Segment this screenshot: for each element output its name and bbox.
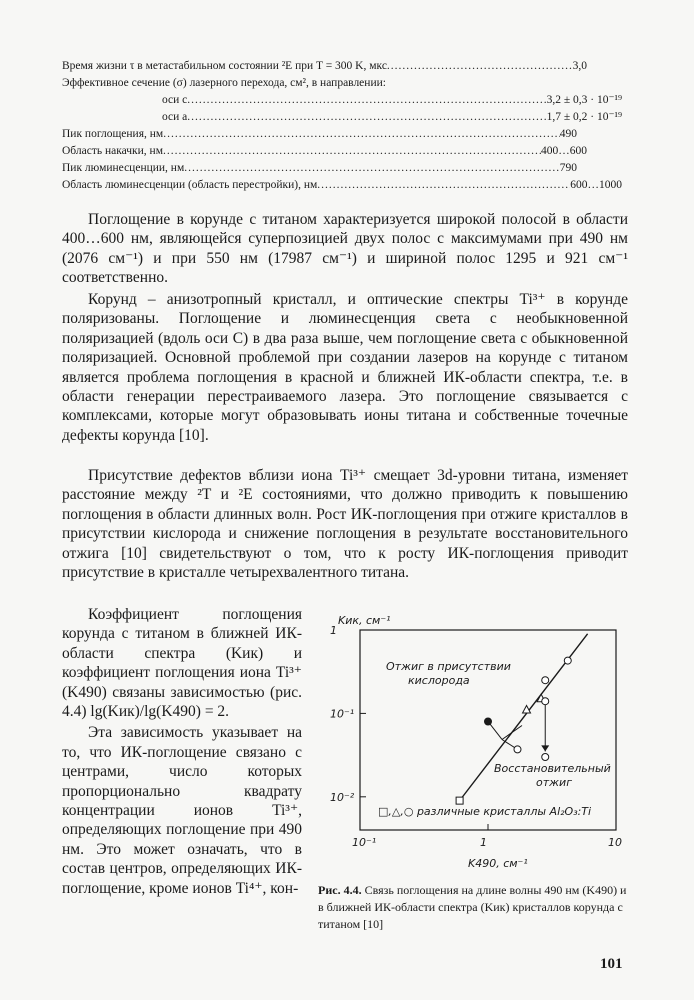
circle-point-1 [542,698,549,705]
spec-absorption-peak: Пик поглощения, нм ..... 490 [62,126,577,143]
specifications-list [62,58,622,194]
paragraph-coefficient: Коэффициент поглощения корунда с титаном в ближней ИК-области спектра (Kик) и коэффициент поглощения иона Ti³⁺ (K490) связаны зависимостью (рис. 4.4) lg(Kик)/lg(K490) = 2. [62,606,302,721]
circle-point-2 [542,677,549,684]
circle-point-0 [514,746,521,753]
x-axis-label: K490, см⁻¹ [468,857,528,870]
spec-cross-section-header: Эффективное сечение (σ) лазерного перехода, см², в направлении: [62,77,386,89]
paragraph-defects: Присутствие дефектов вблизи иона Ti³⁺ смещает 3d-уровни титана, изменяет расстояние между ²T и ²E состояниями, что должно приводить к повышению поглощения в области длинных волн. Рост ИК-поглощения при отжиге кристаллов в присутствии кислорода и снижение поглощения в результате восстановительного отжига [10] свидетельствуют о том, что к росту ИК-поглощения приводит присутствие в кристалле четырехвалентного титана. [62,467,628,582]
figure-caption: Рис. 4.4. Связь поглощения на длине волны 490 нм (K490) и в ближней ИК-области спектра (Kик) кристаллов корунда с титаном [10] [318,883,627,931]
page-number: 101 [600,956,623,972]
scatter-chart [318,612,630,872]
spec-lifetime: Время жизни τ в метастабильном состоянии ²E при T = 300 K, мкс ..... 3,0 [62,58,587,75]
spec-lum-peak: Пик люминесценции, нм ..... 790 [62,160,577,177]
wrapped-text-column [62,605,302,898]
spec-lum-range: Область люминесценции (область перестройки), нм ..... 600…1000 [62,177,622,194]
figure-4-4 [318,612,630,872]
x-tick-label-1: 1 [480,836,487,849]
annotation-reducing-line1: Восстановительный [494,762,611,775]
y-tick-label-2: 1 [330,624,337,637]
annotation-oxygen-line1: Отжиг в присутствии [386,660,511,673]
circle-point-3 [564,657,571,664]
circle-point-4 [542,754,549,761]
reducing-arrow-head [541,745,549,751]
annotation-oxygen-line2: кислорода [408,674,470,687]
spec-axis-c: оси c ..... 3,2 ± 0,3 · 10⁻¹⁹ [62,92,622,109]
paragraph-anisotropy: Корунд – анизотропный кристалл, и оптические спектры Ti³⁺ в корунде поляризованы. Поглощение и люминесценция света с необыкновенной поляризацией (вдоль оси C) в два раза выше, чем поглощение света с обыкновенной поляризацией. Основной проблемой при создании лазеров на корунде с титаном является проблема поглощения в красной и ближней ИК-области спектра, т.е. в области генерации перестраиваемого лазера. Это поглощение связывается с комплексами, которые могут образовывать ионы титана и собственные точечные дефекты корунда [10]. [62,291,628,444]
spec-axis-a: оси a ..... 1,7 ± 0,2 · 10⁻¹⁹ [62,109,622,126]
spec-pump-range: Область накачки, нм ..... 400…600 [62,143,587,160]
annotation-legend: □,△,○ различные кристаллы Al₂O₃:Ti [378,805,592,818]
x-tick-label-0: 10⁻¹ [352,836,377,849]
x-tick-label-2: 10 [608,836,622,849]
y-tick-label-1: 10⁻¹ [330,707,355,721]
filled-circle-point-0 [485,718,492,725]
square-point-0 [456,797,463,804]
y-tick-label-0: 10⁻² [330,790,355,804]
paragraph-absorption: Поглощение в корунде с титаном характеризуется широкой полосой в области 400…600 нм, являющейся суперпозицией двух полос с максимумами при 490 нм (2076 см⁻¹) и при 550 нм (17987 см⁻¹) и шириной полос 1295 и 921 см⁻¹ соответственно. [62,211,628,287]
paragraph-dependence: Эта зависимость указывает на то, что ИК-поглощение связано с центрами, число которых пропорционально квадрату концентрации ионов Ti³⁺, определяющих поглощение при 490 нм. Это может означать, что в состав центров, определяющих ИК-поглощение, кроме ионов Ti⁴⁺, кон- [62,724,302,897]
annotation-reducing-line2: отжиг [536,776,572,789]
oxygen-arrow-up [502,725,522,739]
y-axis-label: Kик, см⁻¹ [338,614,391,627]
